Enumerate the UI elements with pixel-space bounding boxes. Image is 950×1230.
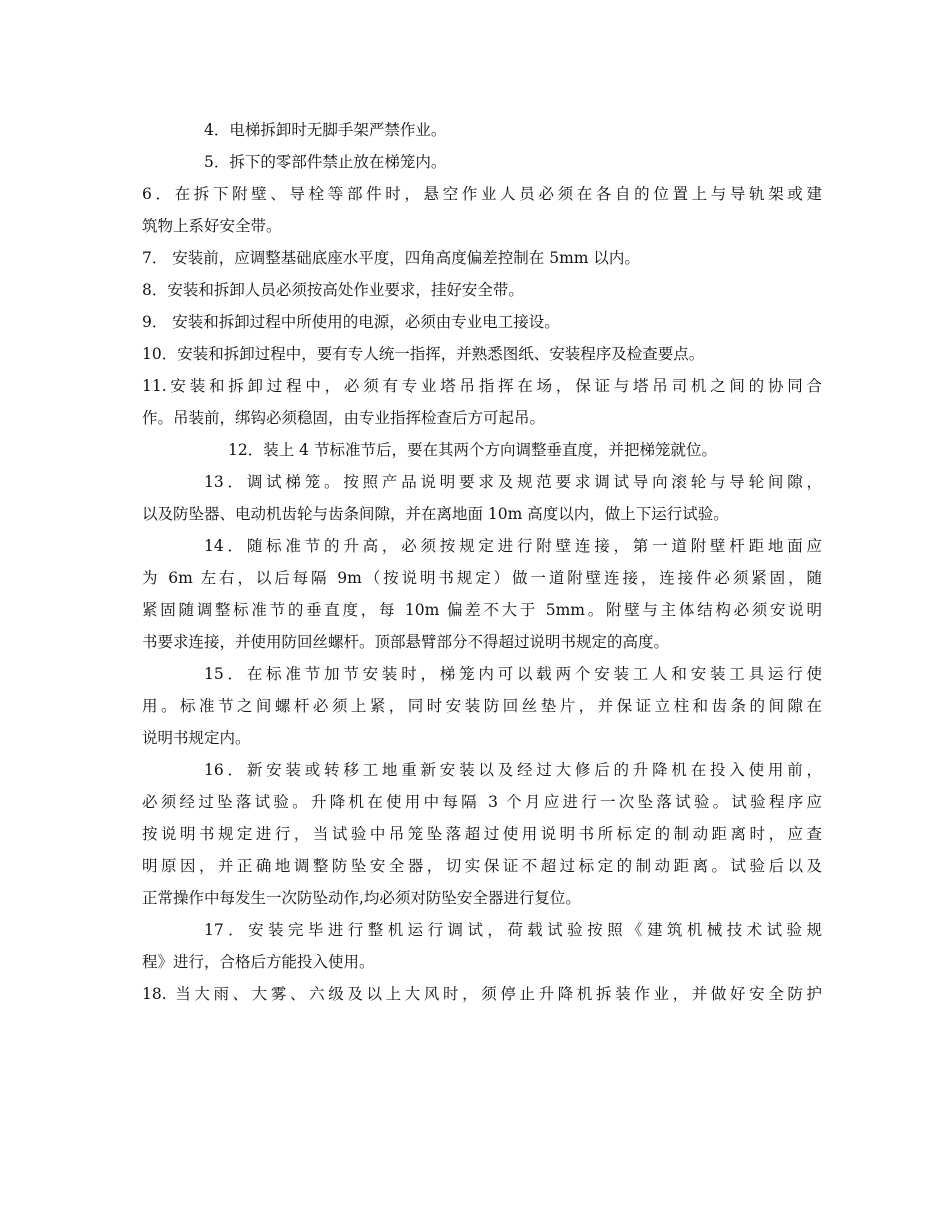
paragraph-line: 明原因，并正确地调整防坠安全器，切实保证不超过标定的制动距离。试验后以及	[142, 857, 822, 875]
paragraph-line: 14．随标准节的升高，必须按规定进行附壁连接，第一道附壁杆距地面应	[204, 537, 822, 555]
paragraph-line: 12．装上 4 节标准节后，要在其两个方向调整垂直度，并把梯笼就位。	[228, 441, 717, 459]
paragraph-line: 15．在标准节加节安装时，梯笼内可以载两个安装工人和安装工具运行使	[204, 665, 822, 683]
paragraph-line: 为 6m 左右，以后每隔 9m（按说明书规定）做一道附壁连接，连接件必须紧固，随	[142, 569, 822, 587]
paragraph-line: 7． 安装前，应调整基础底座水平度，四角高度偏差控制在 5mm 以内。	[142, 249, 640, 267]
document-body	[142, 114, 822, 1010]
paragraph-line: 6．在拆下附壁、导栓等部件时，悬空作业人员必须在各自的位置上与导轨架或建	[142, 185, 822, 203]
paragraph-line: 11.安装和拆卸过程中，必须有专业塔吊指挥在场，保证与塔吊司机之间的协同合	[142, 377, 822, 395]
paragraph-line: 17．安装完毕进行整机运行调试，荷载试验按照《建筑机械技术试验规	[204, 921, 822, 939]
paragraph-line: 10．安装和拆卸过程中，要有专人统一指挥，并熟悉图纸、安装程序及检查要点。	[142, 345, 705, 363]
paragraph-line: 4．电梯拆卸时无脚手架严禁作业。	[204, 121, 447, 139]
paragraph-line: 8．安装和拆卸人员必须按高处作业要求，挂好安全带。	[142, 281, 524, 299]
paragraph-line: 18. 当大雨、大雾、六级及以上大风时，须停止升降机拆装作业，并做好安全防护	[142, 985, 822, 1003]
paragraph-line: 9． 安装和拆卸过程中所使用的电源，必须由专业电工接设。	[142, 313, 560, 331]
paragraph-line: 5．拆下的零部件禁止放在梯笼内。	[204, 153, 447, 171]
paragraph-line: 程》进行，合格后方能投入使用。	[142, 953, 375, 971]
paragraph-line: 必须经过坠落试验。升降机在使用中每隔 3 个月应进行一次坠落试验。试验程序应	[142, 793, 822, 811]
paragraph-line: 用。标准节之间螺杆必须上紧，同时安装防回丝垫片，并保证立柱和齿条的间隙在	[142, 697, 822, 715]
paragraph-line: 作。吊装前，绑钩必须稳固，由专业指挥检查后方可起吊。	[142, 409, 546, 427]
paragraph-line: 书要求连接，并使用防回丝螺杆。顶部悬臂部分不得超过说明书规定的高度。	[142, 633, 670, 651]
paragraph-line: 说明书规定内。	[142, 729, 251, 747]
paragraph-line: 16．新安装或转移工地重新安装以及经过大修后的升降机在投入使用前，	[204, 761, 822, 779]
paragraph-line: 正常操作中每发生一次防坠动作,均必须对防坠安全器进行复位。	[142, 889, 581, 907]
paragraph-line: 按说明书规定进行，当试验中吊笼坠落超过使用说明书所标定的制动距离时，应查	[142, 825, 822, 843]
paragraph-line: 筑物上系好安全带。	[142, 217, 282, 235]
paragraph-line: 13．调试梯笼。按照产品说明要求及规范要求调试导向滚轮与导轮间隙，	[204, 473, 822, 491]
paragraph-line: 紧固随调整标准节的垂直度，每 10m 偏差不大于 5mm。附壁与主体结构必须安说明	[142, 601, 822, 619]
paragraph-line: 以及防坠器、电动机齿轮与齿条间隙，并在离地面 10m 高度以内，做上下运行试验。	[142, 505, 729, 523]
